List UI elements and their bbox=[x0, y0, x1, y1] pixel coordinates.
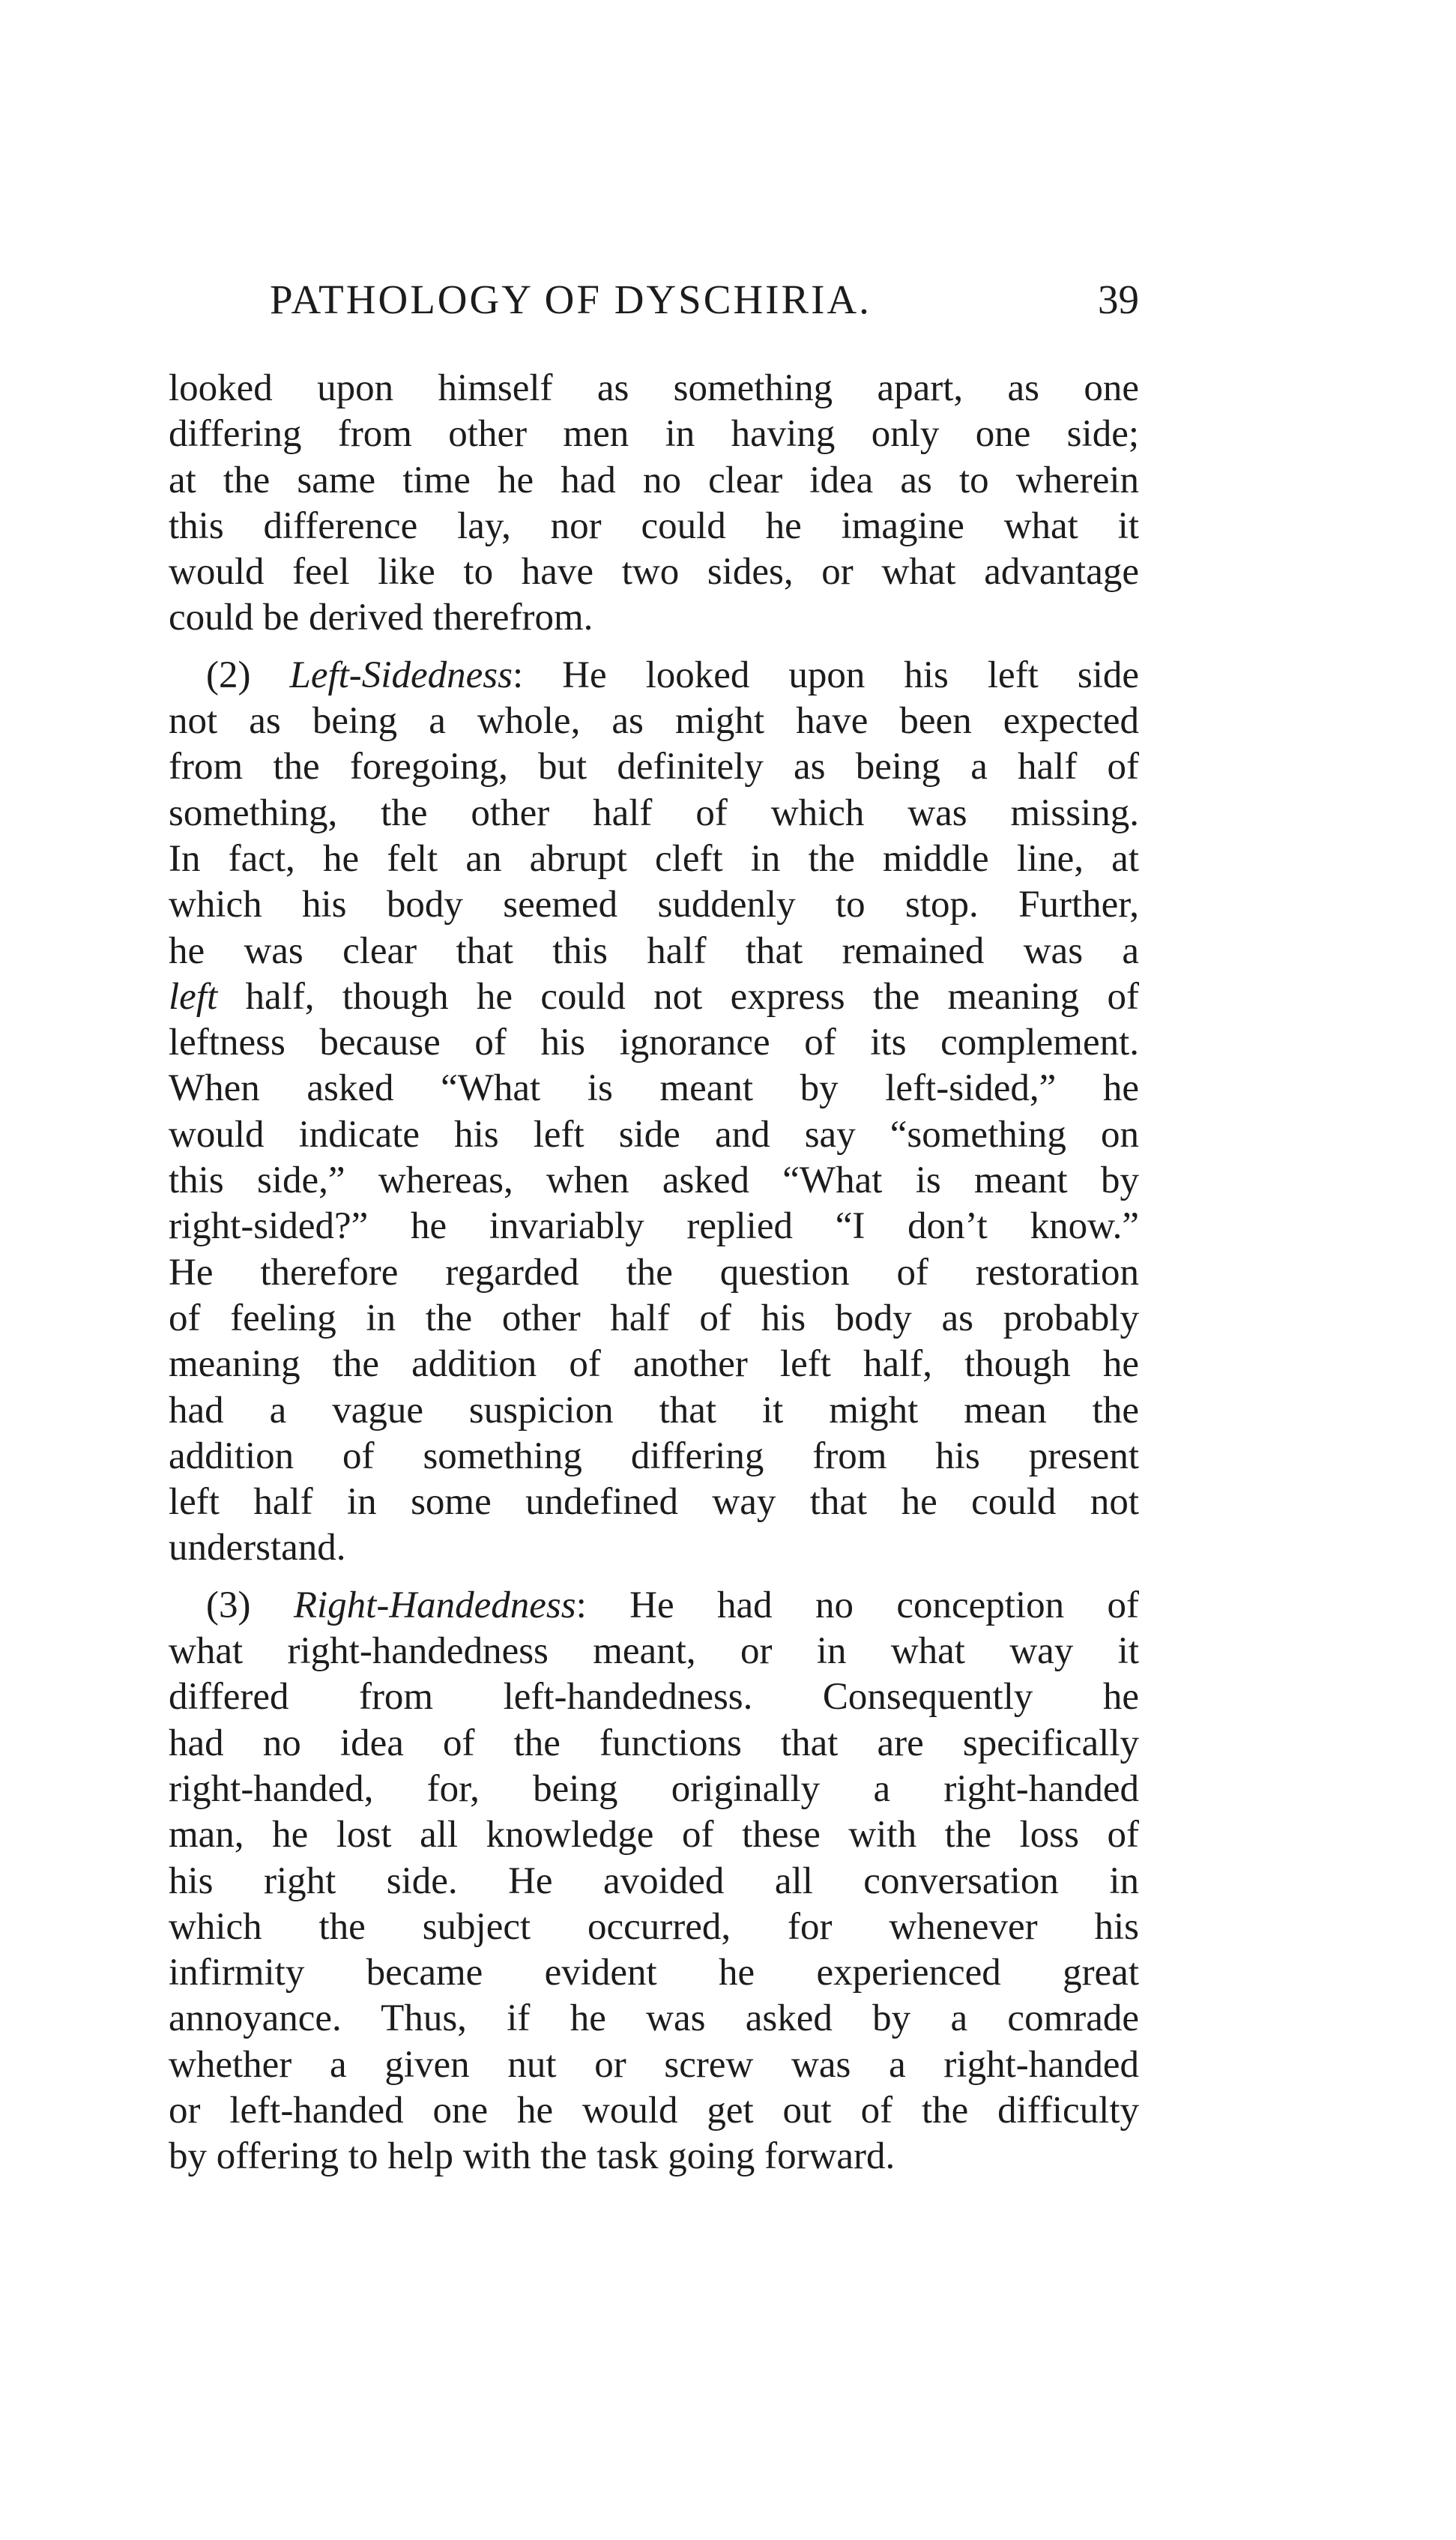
text-line: right-handed, for, being originally a right-handed bbox=[169, 1767, 1139, 1810]
text-line: would feel like to have two sides, or what advantage bbox=[169, 551, 1139, 594]
text-line-rest: half, though he could not express the meaning of bbox=[245, 975, 1140, 1018]
text-line bbox=[169, 974, 1139, 1020]
page-number: 39 bbox=[1098, 277, 1139, 322]
text-line: had a vague suspicion that it might mean the bbox=[169, 1389, 1139, 1432]
text-line: addition of something differing from his present bbox=[169, 1435, 1139, 1477]
text-line: He therefore regarded the question of restoration bbox=[169, 1251, 1139, 1294]
text-line: what right-handedness meant, or in what way it bbox=[169, 1630, 1139, 1673]
italic-word: left bbox=[169, 975, 218, 1018]
running-title: PATHOLOGY OF DYSCHIRIA. bbox=[270, 277, 872, 322]
text-line: this difference lay, nor could he imagine what it bbox=[169, 504, 1139, 547]
heading-line-text: He looked upon his left side bbox=[562, 654, 1139, 696]
text-line: infirmity became evident he experienced great bbox=[169, 1952, 1139, 1994]
paragraph-left-sidedness bbox=[169, 653, 1139, 1572]
text-line: which the subject occurred, for whenever his bbox=[169, 1905, 1139, 1948]
text-line: he was clear that this half that remained was a bbox=[169, 929, 1139, 972]
text-line: this side,” whereas, when asked “What is meant by bbox=[169, 1159, 1139, 1202]
text-line: understand. bbox=[169, 1527, 346, 1569]
text-line: leftness because of his ignorance of its complement. bbox=[169, 1022, 1139, 1064]
paragraph-continuation bbox=[169, 366, 1139, 642]
heading-separator: : bbox=[576, 1584, 587, 1626]
text-line: something, the other half of which was missing. bbox=[169, 791, 1139, 834]
text-line: differed from left-handedness. Consequently he bbox=[169, 1676, 1139, 1719]
text-line: from the foregoing, but definitely as being a half of bbox=[169, 746, 1139, 788]
section-number: (2) bbox=[206, 654, 251, 696]
body-text bbox=[169, 366, 1139, 2191]
text-line: looked upon himself as something apart, as one bbox=[169, 367, 1139, 409]
text-line: left half in some undefined way that he could not bbox=[169, 1481, 1139, 1524]
text-line: differing from other men in having only one side; bbox=[169, 413, 1139, 456]
text-line: his right side. He avoided all conversation in bbox=[169, 1859, 1139, 1902]
text-line: annoyance. Thus, if he was asked by a comrade bbox=[169, 1997, 1139, 2040]
text-line: of feeling in the other half of his body as probably bbox=[169, 1297, 1139, 1339]
section-heading: Right-Handedness bbox=[293, 1584, 576, 1626]
text-line: by offering to help with the task going forward. bbox=[169, 2135, 895, 2178]
text-line: right-sided?” he invariably replied “I don’t know.” bbox=[169, 1205, 1139, 1248]
paragraph-heading-line bbox=[169, 1583, 1139, 1629]
heading-line-text: He had no conception of bbox=[629, 1584, 1139, 1626]
heading-separator: : bbox=[512, 654, 524, 696]
text-line: would indicate his left side and say “something on bbox=[169, 1113, 1139, 1156]
text-line: In fact, he felt an abrupt cleft in the middle line, at bbox=[169, 837, 1139, 880]
paragraph-right-handedness bbox=[169, 1583, 1139, 2180]
text-line: could be derived therefrom. bbox=[169, 597, 593, 639]
text-line: whether a given nut or screw was a right-handed bbox=[169, 2043, 1139, 2086]
section-heading: Left-Sidedness bbox=[289, 654, 513, 696]
running-head bbox=[270, 270, 1139, 330]
text-line: at the same time he had no clear idea as to wherein bbox=[169, 459, 1139, 501]
text-line: meaning the addition of another left half, though he bbox=[169, 1343, 1139, 1386]
section-number: (3) bbox=[206, 1584, 251, 1626]
text-line: had no idea of the functions that are specifically bbox=[169, 1722, 1139, 1764]
text-line: When asked “What is meant by left-sided,” he bbox=[169, 1067, 1139, 1110]
text-line: not as being a whole, as might have been expected bbox=[169, 700, 1139, 743]
text-line: man, he lost all knowledge of these with the loss of bbox=[169, 1814, 1139, 1856]
text-line: or left-handed one he would get out of the difficulty bbox=[169, 2089, 1139, 2132]
paragraph-heading-line bbox=[169, 653, 1139, 699]
text-line: which his body seemed suddenly to stop. Further, bbox=[169, 884, 1139, 926]
